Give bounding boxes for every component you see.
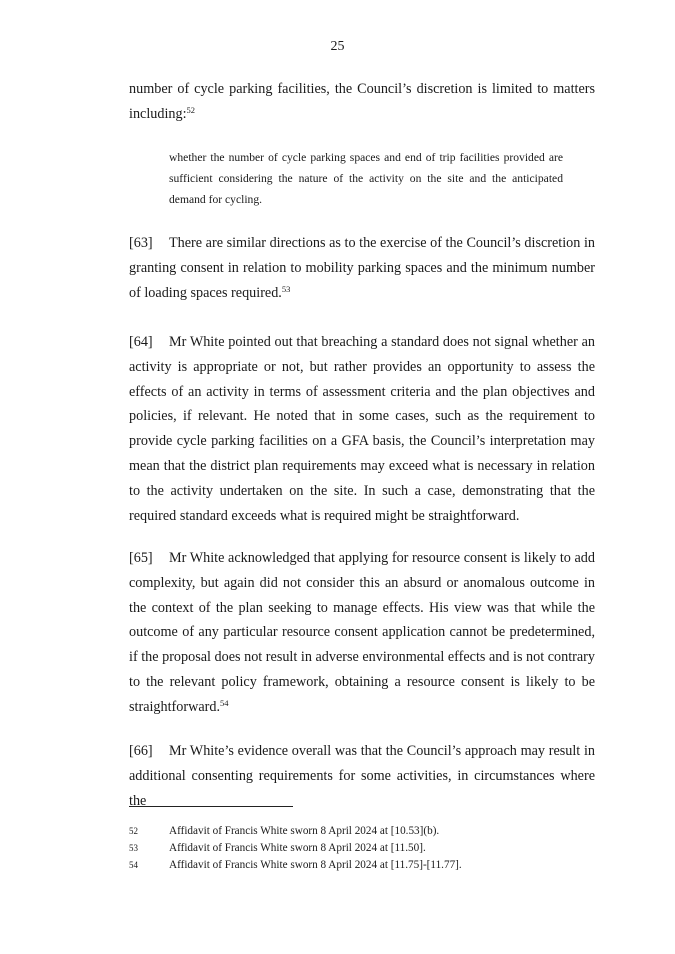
- paragraph-number: [66]: [129, 743, 153, 759]
- footnote-divider: [129, 806, 293, 807]
- intro-text: number of cycle parking facilities, the Council’s discretion is limited to matters including:: [129, 81, 595, 122]
- paragraph-66: [129, 739, 595, 813]
- footnote-text: Affidavit of Francis White sworn 8 April 2024 at [11.75]-[11.77].: [169, 859, 462, 871]
- footnote-52: [129, 823, 439, 839]
- intro-paragraph: [129, 77, 595, 127]
- footnote-number: 52: [129, 826, 138, 836]
- paragraph-65: [129, 546, 595, 720]
- footnote-text: Affidavit of Francis White sworn 8 April 2024 at [10.53](b).: [169, 825, 440, 837]
- footnote-ref-53: 53: [281, 283, 291, 294]
- paragraph-number: [65]: [129, 550, 153, 566]
- footnote-text: Affidavit of Francis White sworn 8 April 2024 at [11.50].: [169, 842, 426, 854]
- paragraph-text: Mr White’s evidence overall was that the Council’s approach may result in additional consenting requirements for some activities, in circumstances where the: [129, 743, 595, 809]
- paragraph-text: Mr White acknowledged that applying for resource consent is likely to add complexity, but again did not consider this an absurd or anomalous outcome in the context of the plan seeking to manage effects. His view was that while the outcome of any particular resource consent application cannot be predetermined, if the proposal does not result in adverse environmental effects and is not contrary to the relevant policy framework, obtaining a resource consent is likely to be straightforward.: [129, 550, 595, 715]
- paragraph-number: [64]: [129, 334, 153, 350]
- footnote-ref-54: 54: [220, 697, 229, 708]
- footnote-54: [129, 857, 462, 873]
- page-number: 25: [330, 39, 345, 54]
- paragraph-number: [63]: [129, 235, 153, 251]
- paragraph-text: There are similar directions as to the exercise of the Council’s discretion in granting consent in relation to mobility parking spaces and the minimum number of loading spaces required.: [129, 235, 595, 301]
- footnote-number: 54: [129, 860, 138, 870]
- paragraph-64: [129, 330, 595, 528]
- footnote-number: 53: [129, 843, 138, 853]
- footnote-ref-52: 52: [186, 104, 196, 115]
- paragraph-63: [129, 231, 595, 305]
- paragraph-text: Mr White pointed out that breaching a standard does not signal whether an activity is appropriate or not, but rather provides an opportunity to assess the effects of an activity in terms of assessment criteria and the plan objectives and policies, if relevant. He noted that in some cases, such as the requirement to provide cycle parking facilities on a GFA basis, the Council’s interpretation may mean that the district plan requirements may exceed what is necessary in relation to the activity undertaken on the site. In such a case, demonstrating that the required standard exceeds what is required might be straightforward.: [129, 334, 595, 524]
- block-quote: whether the number of cycle parking spaces and end of trip facilities provided are sufficient considering the nature of the activity on the site and the anticipated demand for cycling.: [169, 151, 563, 207]
- footnote-53: [129, 840, 426, 856]
